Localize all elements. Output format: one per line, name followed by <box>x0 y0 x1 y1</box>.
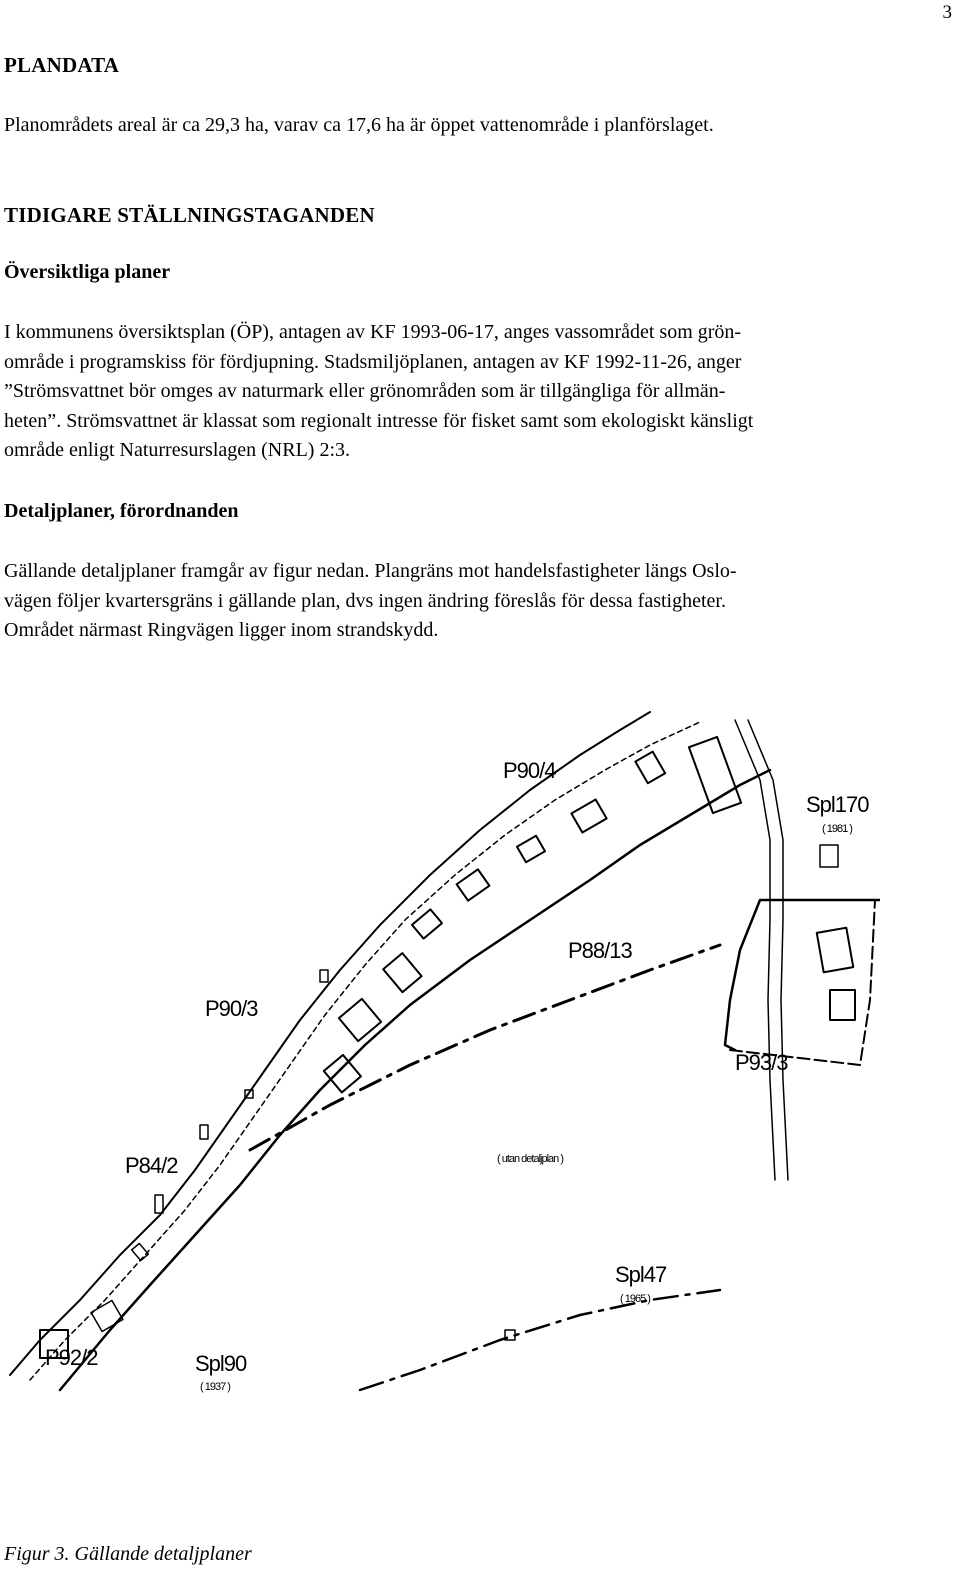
right-boundary <box>725 900 880 1050</box>
oversiktliga-paragraph <box>4 318 944 466</box>
paragraph-line: Området närmast Ringvägen ligger inom strandskydd. <box>4 619 439 641</box>
building <box>820 845 838 867</box>
label-spl170-year: ( 1981 ) <box>822 823 852 835</box>
heading-oversiktliga: Översiktliga planer <box>4 261 171 283</box>
label-spl90-year: ( 1937 ) <box>200 1381 230 1393</box>
plan-map-figure <box>0 700 880 1400</box>
label-p92-2: P92/2 <box>45 1345 98 1370</box>
label-spl170: Spl170 <box>806 792 869 817</box>
building <box>689 737 741 813</box>
building <box>91 1300 123 1331</box>
plan-boundary-lower <box>360 1290 720 1390</box>
heading-tidigare: TIDIGARE STÄLLNINGSTAGANDEN <box>4 203 375 227</box>
detaljplaner-paragraph <box>4 557 944 646</box>
heading-detaljplaner: Detaljplaner, förordnanden <box>4 500 239 522</box>
heading-plandata: PLANDATA <box>4 53 120 77</box>
building <box>412 909 442 938</box>
label-spl47: Spl47 <box>615 1262 667 1287</box>
label-p84-2: P84/2 <box>125 1153 178 1178</box>
building <box>324 1055 361 1093</box>
label-spl90: Spl90 <box>195 1351 247 1376</box>
building <box>817 928 853 973</box>
paragraph-line: ”Strömsvattnet bör omges av naturmark eller grönområden som är tillgängliga för allmän- <box>4 380 726 402</box>
building <box>830 990 855 1020</box>
dashed-line <box>30 722 700 1380</box>
label-spl47-year: ( 1965 ) <box>620 1293 650 1305</box>
building <box>571 799 606 832</box>
label-p88-13: P88/13 <box>568 938 632 963</box>
paragraph-line: I kommunens översiktsplan (ÖP), antagen av KF 1993-06-17, anges vassområdet som grön- <box>4 321 742 343</box>
label-p93-3: P93/3 <box>735 1050 788 1075</box>
paragraph-line: område enligt Naturresurslagen (NRL) 2:3. <box>4 439 351 461</box>
label-p90-4: P90/4 <box>503 758 556 783</box>
plandata-line: Planområdets areal är ca 29,3 ha, varav ca 17,6 ha är öppet vattenområde i planförslaget. <box>4 114 714 136</box>
building <box>517 836 545 863</box>
paragraph-line: heten”. Strömsvattnet är klassat som regionalt intresse för fisket samt som ekologiskt känsligt <box>4 409 754 432</box>
paragraph-line: Gällande detaljplaner framgår av figur nedan. Plangräns mot handelsfastigheter längs Oslo- <box>4 560 737 582</box>
building <box>383 953 421 992</box>
shoreline-upper <box>10 712 650 1375</box>
figure-caption: Figur 3. Gällande detaljplaner <box>4 1543 252 1565</box>
paragraph-line: vägen följer kvartersgräns i gällande plan, dvs ingen ändring föreslås för dessa fastigheter. <box>4 589 726 612</box>
label-utan-detaljplan: ( utan detaljplan ) <box>497 1153 563 1165</box>
paragraph-line: område i programskiss för fördjupning. Stadsmiljöplanen, antagen av KF 1992-11-26, anger <box>4 350 742 373</box>
plandata-text <box>4 111 944 141</box>
building <box>457 869 490 900</box>
page-number: 3 <box>942 2 952 23</box>
building <box>635 752 665 784</box>
label-p90-3: P90/3 <box>205 996 258 1021</box>
